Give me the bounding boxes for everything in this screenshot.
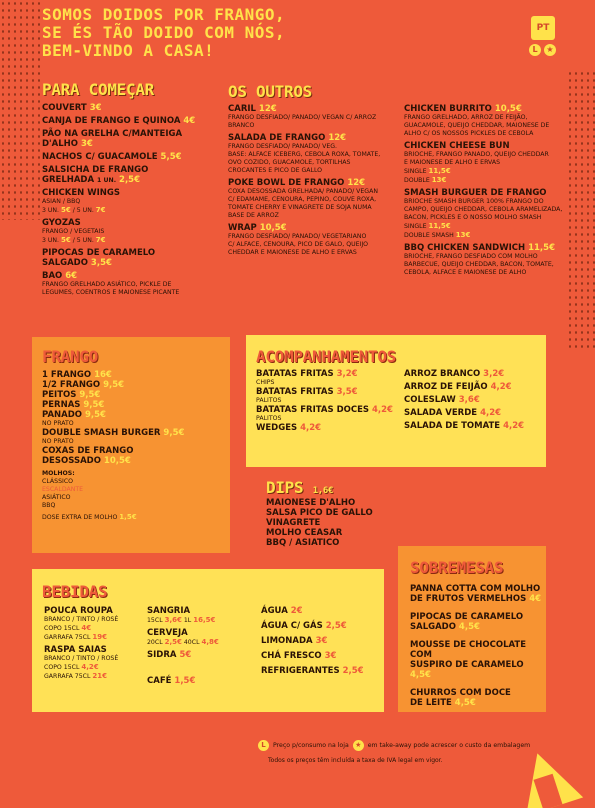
item-desc: GUACAMOLE, QUEIJO CHEDDAR, MAIONESE DE (404, 122, 550, 129)
item-desc: BRANCO (228, 122, 255, 129)
text-label: PANADO (42, 410, 83, 420)
text-label: DE FRUTOS VERMELHOS (410, 594, 527, 604)
price-label: 4,2€ (81, 663, 99, 671)
text-label: DOSE EXTRA DE MOLHO (42, 514, 118, 521)
price-label: 3,5€ (90, 258, 112, 268)
legend-text: Preço p/consumo na loja (273, 742, 349, 749)
dip-item: MOLHO CEASAR (266, 528, 343, 538)
item-desc: ASIAN / BBQ (42, 198, 81, 205)
molho-item: ESCALDANTE (42, 486, 84, 493)
text-label: BATATAS FRITAS DOCES (256, 405, 370, 415)
dip-item: VINAGRETE (266, 518, 321, 528)
bebidas-panel (32, 569, 384, 712)
hero-line: BEM-VINDO A CASA! (42, 41, 215, 60)
price-label: 4,5€ (410, 670, 431, 680)
text-label: SIDRA (147, 650, 177, 660)
menu-item (42, 165, 232, 185)
price-label: 1,5€ (119, 513, 137, 521)
price-label: 4,2€ (480, 408, 502, 418)
legend-text: em take-away pode acrescer o custo da embalagem (367, 742, 531, 749)
text-label: COXAS DE FRANGO (42, 446, 134, 456)
item-desc: FRANGO DESFIADO/ PANADO/ VEG. (228, 143, 338, 150)
price-label: 3,6€ (164, 616, 182, 624)
text-label: ARROZ DE FEIJÃO (404, 382, 488, 392)
menu-item (404, 382, 544, 392)
acompanhamentos-left (256, 369, 406, 433)
price-label: 10,5€ (494, 104, 522, 114)
text-label: 20CL (147, 639, 163, 646)
menu-item (42, 248, 232, 268)
text-label: POKE BOWL DE FRANGO (228, 178, 345, 188)
item-desc: CROCANTES E PICO DE GALLO (228, 167, 323, 174)
item-prices (404, 231, 584, 240)
menu-item (42, 271, 232, 281)
text-label: GARRAFA 75CL (44, 673, 91, 680)
price-label: 16,5€ (193, 616, 216, 624)
menu-item (261, 666, 381, 676)
menu-item: RASPA SAIAS (44, 645, 107, 655)
frango-list (42, 370, 226, 522)
section-title-acompanhamentos: ACOMPANHAMENTOS (256, 347, 396, 366)
item-desc: BRANCO / TINTO / ROSÉ (44, 655, 119, 662)
item-prices (42, 206, 232, 215)
menu-item (42, 390, 226, 400)
hero-slogan (42, 6, 342, 60)
price-label: 9,5€ (103, 380, 125, 390)
menu-item (147, 650, 257, 660)
dips-list (266, 498, 396, 548)
price-label: 3€ (324, 651, 337, 661)
menu-item (228, 133, 400, 143)
tax-note: Todos os preços têm incluída a taxa de IVA legal em vigor. (268, 757, 443, 764)
para-comecar-list (42, 103, 232, 297)
item-prices (147, 616, 257, 625)
menu-item (404, 408, 544, 418)
text-label: D'ALHO (42, 139, 78, 149)
item-desc: LEGUMES, COENTROS E MAIONESE PICANTE (42, 289, 180, 296)
section-title-dips (266, 478, 333, 497)
language-button[interactable]: PT (531, 16, 555, 40)
text-label: REFRIGERANTES (261, 666, 340, 676)
item-desc: NO PRATO (42, 420, 74, 427)
price-label: 11,5€ (428, 167, 451, 175)
menu-item: CERVEJA (147, 628, 188, 638)
price-label: 2,5€ (325, 621, 347, 631)
price-label: 2,5€ (164, 638, 182, 646)
menu-item (42, 428, 226, 438)
item-desc: CAMPO, QUEIJO CHEDDAR, CEBOLA ARAMELIZADA, (404, 206, 563, 213)
item-prices (404, 222, 584, 231)
menu-item (404, 243, 584, 253)
item-desc: C/ EDAMAME, CENOURA, PEPINO, COUVE ROXA, (228, 196, 377, 203)
price-label: 1,5€ (174, 676, 196, 686)
menu-item (42, 446, 226, 466)
text-label: 1 UN. (97, 177, 117, 184)
price-label: 11,5€ (428, 222, 451, 230)
item-desc: BACON, PICKLES E O NOSSO MOLHO SMASH (404, 214, 542, 221)
text-label: DOUBLE SMASH (404, 232, 454, 239)
dip-item: SALSA PICO DE GALLO (266, 508, 373, 518)
text-label: SALSICHA DE FRANGO (42, 165, 149, 175)
item-desc: BRIOCHE, FRANGO DESFIADO COM MOLHO (404, 253, 538, 260)
legend-icons (529, 44, 556, 56)
menu-item (256, 369, 406, 379)
menu-item: SANGRIA (147, 606, 191, 616)
dip-item: MAIONESE D'ALHO (266, 498, 356, 508)
sobremesas-panel (398, 546, 546, 712)
price-label: 3€ (80, 139, 93, 149)
menu-item (228, 104, 400, 114)
text-label: 40CL (183, 639, 200, 646)
item-desc: COXA DESOSSADA GRELHADA/ PANADO/ VEGAN (228, 188, 378, 195)
item-desc: BASE DE ARROZ (228, 212, 279, 219)
local-icon: L (529, 44, 541, 56)
text-label: PANNA COTTA COM MOLHO (410, 584, 541, 594)
item-desc: BRANCO / TINTO / ROSÉ (44, 616, 119, 623)
text-label: SINGLE (404, 168, 427, 175)
section-title-frango: FRANGO (42, 347, 98, 366)
price-label: 9,5€ (84, 410, 106, 420)
price-label: 5€ (179, 650, 192, 660)
text-label: CAFÉ (147, 676, 172, 686)
local-icon: L (258, 740, 269, 751)
menu-item: CHICKEN CHEESE BUN (404, 141, 510, 151)
price-legend (258, 740, 530, 751)
item-desc: CHIPS (256, 379, 275, 386)
text-label: 1 FRANGO (42, 370, 92, 380)
menu-item (256, 405, 406, 415)
text-label: ÁGUA (261, 606, 288, 616)
dips-price: 1,6€ (312, 486, 334, 496)
price-label: 13€ (455, 231, 471, 239)
menu-item (261, 636, 381, 646)
menu-item (42, 400, 226, 410)
menu-item (404, 369, 544, 379)
text-label: DOUBLE (404, 177, 430, 184)
dot-pattern-left (0, 0, 40, 220)
section-title-bebidas: BEBIDAS (42, 582, 108, 601)
price-label: 12€ (328, 133, 347, 143)
text-label: / 5 UN. (72, 207, 94, 214)
text-label: ARROZ BRANCO (404, 369, 481, 379)
menu-item (42, 103, 232, 113)
price-label: 3,5€ (336, 387, 358, 397)
item-desc: NO PRATO (42, 438, 74, 445)
os-outros-col2 (404, 104, 584, 277)
text-label: COPO 15CL (44, 625, 80, 632)
item-desc: BRIOCHE SMASH BURGER 100% FRANGO DO (404, 198, 544, 205)
bebidas-col3 (261, 606, 381, 676)
price-label: 4€ (529, 594, 542, 604)
text-label: LIMONADA (261, 636, 313, 646)
text-label: WEDGES (256, 423, 298, 433)
price-label: 4,2€ (490, 382, 512, 392)
price-label: 5,5€ (160, 152, 182, 162)
text-label: 1/2 FRANGO (42, 380, 101, 390)
menu-item (42, 380, 226, 390)
menu-item (261, 606, 381, 616)
text-label: 1L (183, 617, 192, 624)
item-desc: BASE: ALFACE ICEBERG, CEBOLA ROXA, TOMATE, (228, 151, 381, 158)
price-label: 2,5€ (119, 175, 141, 185)
menu-item: POUCA ROUPA (44, 606, 113, 616)
item-prices (44, 672, 144, 681)
price-label: 4,2€ (371, 405, 393, 415)
text-label: 3 UN. (42, 207, 60, 214)
text-label: PÃO NA GRELHA C/MANTEIGA (42, 129, 183, 139)
menu-item (404, 421, 544, 431)
menu-item (42, 116, 232, 126)
item-desc: FRANGO DESFIADO/ PANADO/ VEGETARIANO (228, 233, 367, 240)
price-label: 6€ (65, 271, 78, 281)
item-prices (147, 638, 257, 647)
price-label: 12€ (347, 178, 366, 188)
menu-item: GYOZAS (42, 218, 81, 228)
price-label: 9,5€ (79, 390, 101, 400)
item-desc: FRANGO GRELHADO, ARROZ DE FEIJÃO, (404, 114, 528, 121)
text-label: PEITOS (42, 390, 77, 400)
takeaway-star-icon: ★ (353, 740, 364, 751)
hero-line: SOMOS DOIDOS POR FRANGO, (42, 5, 286, 24)
price-label: 3,2€ (483, 369, 505, 379)
item-desc: CHEDDAR E MAIONESE DE ALHO E ERVAS (228, 249, 357, 256)
price-label: 7€ (95, 206, 106, 214)
extra-molho (42, 513, 226, 522)
price-label: 4,5€ (454, 698, 476, 708)
item-prices (404, 167, 584, 176)
menu-item (404, 395, 544, 405)
frango-panel (32, 337, 230, 553)
menu-item (261, 651, 381, 661)
price-label: 9,5€ (83, 400, 105, 410)
text-label: COLESLAW (404, 395, 456, 405)
menu-item (404, 104, 584, 114)
item-desc: TOMATE CHERRY E VINAGRETE DE SOJA NUMA (228, 204, 372, 211)
price-label: 3,6€ (458, 395, 480, 405)
text-label: SALADA VERDE (404, 408, 478, 418)
text-label: / 5 UN. (72, 237, 94, 244)
price-label: 19€ (92, 633, 108, 641)
text-label: PIPOCAS DE CARAMELO (410, 612, 524, 622)
text-label: BATATAS FRITAS (256, 369, 334, 379)
price-label: 5€ (61, 236, 71, 244)
item-desc: FRANGO DESFIADO/ PANADO/ VEGAN C/ ARROZ (228, 114, 377, 121)
item-prices (404, 176, 584, 185)
os-outros-col1 (228, 104, 400, 257)
price-label: 16€ (94, 370, 112, 380)
text-label: GRELHADA (42, 175, 95, 185)
section-title-para-comecar: PARA COMEÇAR (42, 80, 154, 99)
menu-item (410, 688, 544, 708)
price-label: 9,5€ (163, 428, 185, 438)
text-label: CARIL (228, 104, 256, 114)
price-label: 4,2€ (300, 423, 322, 433)
menu-item (410, 612, 544, 632)
item-desc: CEBOLA, ALFACE E MAIONESE DE ALHO (404, 269, 527, 276)
price-label: 5€ (61, 206, 71, 214)
price-label: 10,5€ (259, 223, 287, 233)
menu-item (42, 152, 232, 162)
text-label: CANJA DE FRANGO E QUINOA (42, 116, 181, 126)
item-desc: OVO COZIDO, GUACAMOLE, TORTILHAS (228, 159, 351, 166)
text-label: 3 UN. (42, 237, 60, 244)
item-desc: FRANGO GRELHADO ASIÁTICO, PICKLE DE (42, 281, 172, 288)
menu-item (228, 223, 400, 233)
text-label: CHÁ FRESCO (261, 651, 322, 661)
menu-item (147, 676, 257, 686)
text-label: SALGADO (410, 622, 456, 632)
text-label: BATATAS FRITAS (256, 387, 334, 397)
hero-line: SE ÉS TÃO DOIDO COM NÓS, (42, 23, 286, 42)
text-label: PERNAS (42, 400, 81, 410)
menu-item (256, 387, 406, 397)
menu-item: SMASH BURGUER DE FRANGO (404, 188, 547, 198)
text-label: CHICKEN BURRITO (404, 104, 492, 114)
price-label: 10,5€ (103, 456, 131, 466)
text-label: MOUSSE DE CHOCOLATE COM (410, 640, 527, 660)
text-label: CHURROS COM DOCE (410, 688, 511, 698)
price-label: 4€ (81, 624, 92, 632)
item-desc: FRANGO / VEGETAIS (42, 228, 105, 235)
text-label: NACHOS C/ GUACAMOLE (42, 152, 158, 162)
section-title-os-outros: OS OUTROS (228, 82, 312, 101)
bebidas-col2 (147, 606, 257, 686)
price-label: 2€ (290, 606, 303, 616)
price-label: 4€ (183, 116, 196, 126)
text-label: COPO 15CL (44, 664, 80, 671)
item-desc: ALHO C/ OS NOSSOS PICKLES DE CEBOLA (404, 130, 534, 137)
price-label: 3€ (89, 103, 102, 113)
item-prices (44, 663, 144, 672)
text-label: SALGADO (42, 258, 88, 268)
item-prices (42, 236, 232, 245)
item-prices (44, 624, 144, 633)
item-desc: E MAIONESE DE ALHO E ERVAS (404, 159, 501, 166)
takeaway-star-icon: ★ (544, 44, 556, 56)
price-label: 2,5€ (342, 666, 364, 676)
sobremesas-list (410, 584, 544, 708)
text-label: SINGLE (404, 223, 427, 230)
price-label: 4,8€ (201, 638, 219, 646)
text-label: SALADA DE TOMATE (404, 421, 501, 431)
molho-item: CLÁSSICO (42, 478, 74, 485)
text-label: GARRAFA 75CL (44, 634, 91, 641)
text-label: SUSPIRO DE CARAMELO (410, 660, 524, 670)
menu-item (410, 584, 544, 604)
menu-item (42, 410, 226, 420)
item-desc: PALITOS (256, 397, 282, 404)
text-label: DE LEITE (410, 698, 452, 708)
menu-item (228, 178, 400, 188)
price-label: 4,5€ (458, 622, 480, 632)
text-label: COUVERT (42, 103, 87, 113)
price-label: 4,2€ (503, 421, 525, 431)
molho-item: ASIÁTICO (42, 494, 71, 501)
text-label: WRAP (228, 223, 257, 233)
price-label: 21€ (92, 672, 108, 680)
menu-item: CHICKEN WINGS (42, 188, 120, 198)
price-label: 11,5€ (528, 243, 555, 253)
text-label: ÁGUA C/ GÁS (261, 621, 323, 631)
menu-item (256, 423, 406, 433)
dip-item: BBQ / ASIATICO (266, 538, 340, 548)
text-label: BBQ CHICKEN SANDWICH (404, 243, 526, 253)
text-label: DIPS (266, 478, 304, 497)
menu-item (42, 370, 226, 380)
text-label: SALADA DE FRANGO (228, 133, 326, 143)
menu-item (261, 621, 381, 631)
bebidas-col1 (44, 606, 144, 681)
text-label: DESOSSADO (42, 456, 101, 466)
item-desc: BRIOCHE, FRANGO PANADO, QUEIJO CHEDDAR (404, 151, 549, 158)
item-desc: C/ ALFACE, CENOURA, PICO DE GALO, QUEIJO (228, 241, 369, 248)
price-label: 13€ (431, 176, 447, 184)
menu-item (42, 129, 232, 149)
price-label: 3€ (315, 636, 328, 646)
text-label: BAO (42, 271, 63, 281)
item-desc: BARBECUE, QUEIJO CHEDDAR, BACON, TOMATE, (404, 261, 554, 268)
price-label: 3,2€ (336, 369, 358, 379)
price-label: 12€ (258, 104, 277, 114)
text-label: 15CL (147, 617, 163, 624)
item-prices (44, 633, 144, 642)
price-label: 7€ (95, 236, 106, 244)
section-title-sobremesas: SOBREMESAS (410, 558, 504, 577)
menu-item (410, 640, 544, 680)
text-label: PIPOCAS DE CARAMELO (42, 248, 156, 258)
item-desc: PALITOS (256, 415, 282, 422)
molhos-title: MOLHOS: (42, 470, 75, 477)
acompanhamentos-right (404, 369, 544, 434)
text-label: DOUBLE SMASH BURGER (42, 428, 161, 438)
molho-item: BBQ (42, 502, 56, 509)
acompanhamentos-panel (246, 335, 546, 467)
